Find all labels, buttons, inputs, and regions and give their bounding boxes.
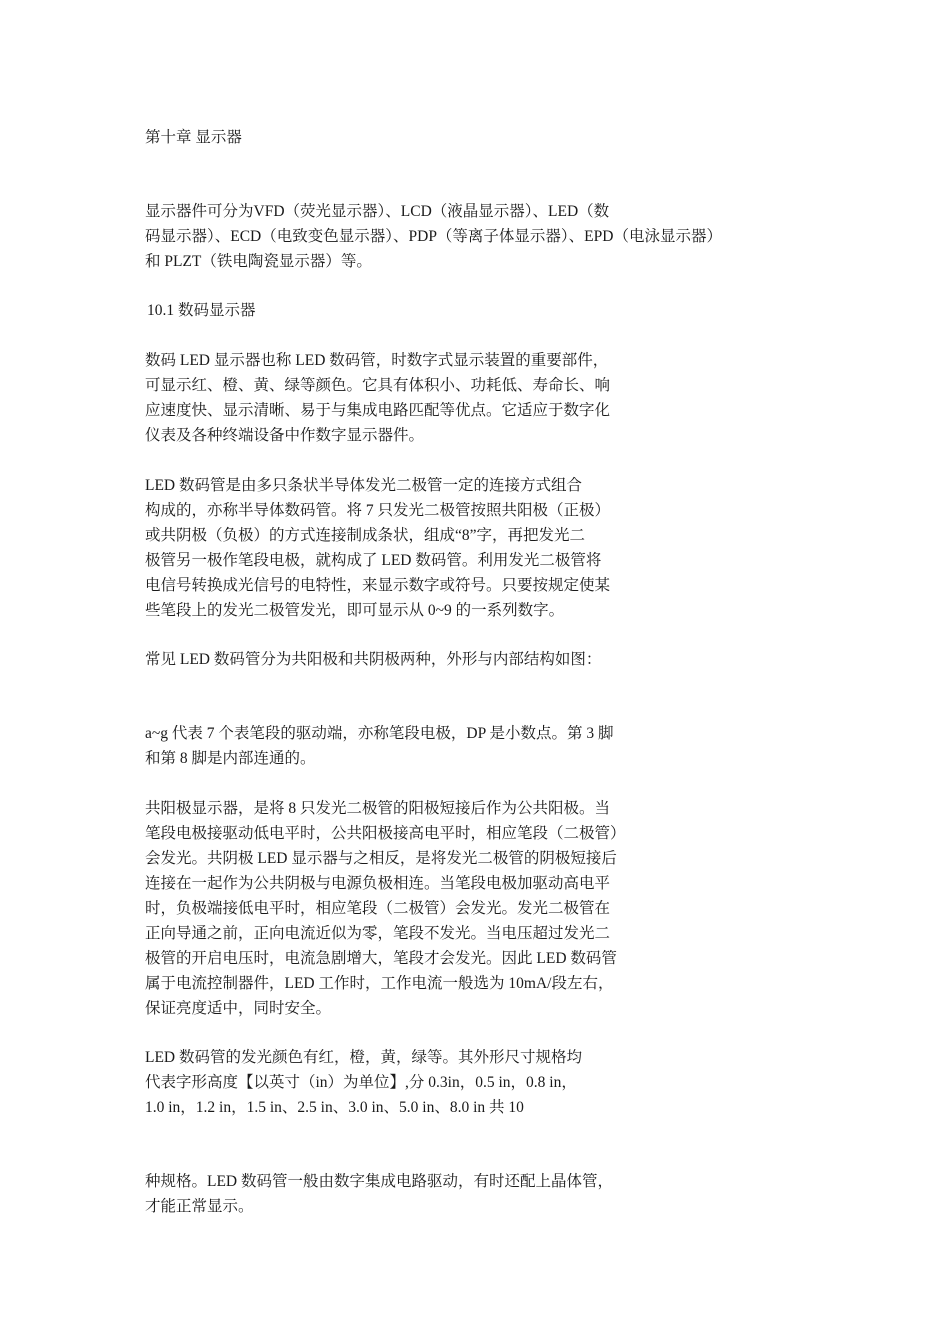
paragraph-line: 代表字形高度【以英寸（in）为单位】,分 0.3in，0.5 in，0.8 in， — [145, 1074, 577, 1091]
paragraph-line: 电信号转换成光信号的电特性，来显示数字或符号。只要按规定使某 — [145, 577, 611, 594]
paragraph-line: 和第 8 脚是内部连通的。 — [145, 750, 316, 767]
paragraph-line: 属于电流控制器件，LED 工作时，工作电流一般选为 10mA/段左右， — [145, 975, 614, 992]
intro-line: 码显示器）、ECD（电致变色显示器）、PDP（等离子体显示器）、EPD（电泳显示器） — [145, 228, 722, 245]
paragraph-line: 或共阴极（负极）的方式连接制成条状，组成“8”字，再把发光二 — [145, 527, 586, 544]
paragraph-line: 极管另一极作笔段电极，就构成了 LED 数码管。利用发光二极管将 — [145, 552, 602, 569]
paragraph-line: 才能正常显示。 — [145, 1198, 254, 1215]
chapter-title: 第十章 显示器 — [145, 129, 242, 146]
paragraph-line: 连接在一起作为公共阴极与电源负极相连。当笔段电极加驱动高电平 — [145, 875, 611, 892]
paragraph-line: 会发光。共阴极 LED 显示器与之相反，是将发光二极管的阴极短接后 — [145, 850, 617, 867]
paragraph-line: 保证亮度适中，同时安全。 — [145, 1000, 332, 1017]
paragraph-line: 正向导通之前，正向电流近似为零，笔段不发光。当电压超过发光二 — [145, 925, 611, 942]
paragraph-line: 可显示红、橙、黄、绿等颜色。它具有体积小、功耗低、寿命长、响 — [145, 377, 611, 394]
section-title: 10.1 数码显示器 — [147, 302, 256, 319]
paragraph-line: LED 数码管是由多只条状半导体发光二极管一定的连接方式组合 — [145, 477, 583, 494]
paragraph-line: 构成的，亦称半导体数码管。将 7 只发光二极管按照共阳极（正极） — [145, 502, 611, 519]
paragraph-line: a~g 代表 7 个表笔段的驱动端，亦称笔段电极，DP 是小数点。第 3 脚 — [145, 725, 614, 742]
intro-line: 显示器件可分为VFD（荧光显示器）、LCD（液晶显示器）、LED（数 — [145, 203, 610, 220]
paragraph-line: 些笔段上的发光二极管发光，即可显示从 0~9 的一系列数字。 — [145, 602, 565, 619]
paragraph-line: 种规格。LED 数码管一般由数字集成电路驱动，有时还配上晶体管， — [145, 1173, 614, 1190]
paragraph-line: 仪表及各种终端设备中作数字显示器件。 — [145, 427, 425, 444]
paragraph-line: 共阳极显示器，是将 8 只发光二极管的阳极短接后作为公共阳极。当 — [145, 800, 611, 817]
paragraph-line: 1.0 in，1.2 in，1.5 in、2.5 in、3.0 in、5.0 in、8.0 in 共 10 — [145, 1099, 524, 1116]
paragraph-line: 笔段电极接驱动低电平时，公共阳极接高电平时，相应笔段（二极管） — [145, 825, 626, 842]
paragraph-line: 极管的开启电压时，电流急剧增大，笔段才会发光。因此 LED 数码管 — [145, 950, 617, 967]
paragraph-line: 数码 LED 显示器也称 LED 数码管，时数字式显示装置的重要部件， — [145, 352, 609, 369]
paragraph-line: 应速度快、显示清晰、易于与集成电路匹配等优点。它适应于数字化 — [145, 402, 611, 419]
paragraph-line: 时，负极端接低电平时，相应笔段（二极管）会发光。发光二极管在 — [145, 900, 611, 917]
paragraph-line: 常见 LED 数码管分为共阳极和共阴极两种，外形与内部结构如图： — [145, 651, 602, 668]
paragraph-line: LED 数码管的发光颜色有红，橙，黄，绿等。其外形尺寸规格均 — [145, 1049, 583, 1066]
intro-line: 和 PLZT（铁电陶瓷显示器）等。 — [145, 253, 372, 270]
